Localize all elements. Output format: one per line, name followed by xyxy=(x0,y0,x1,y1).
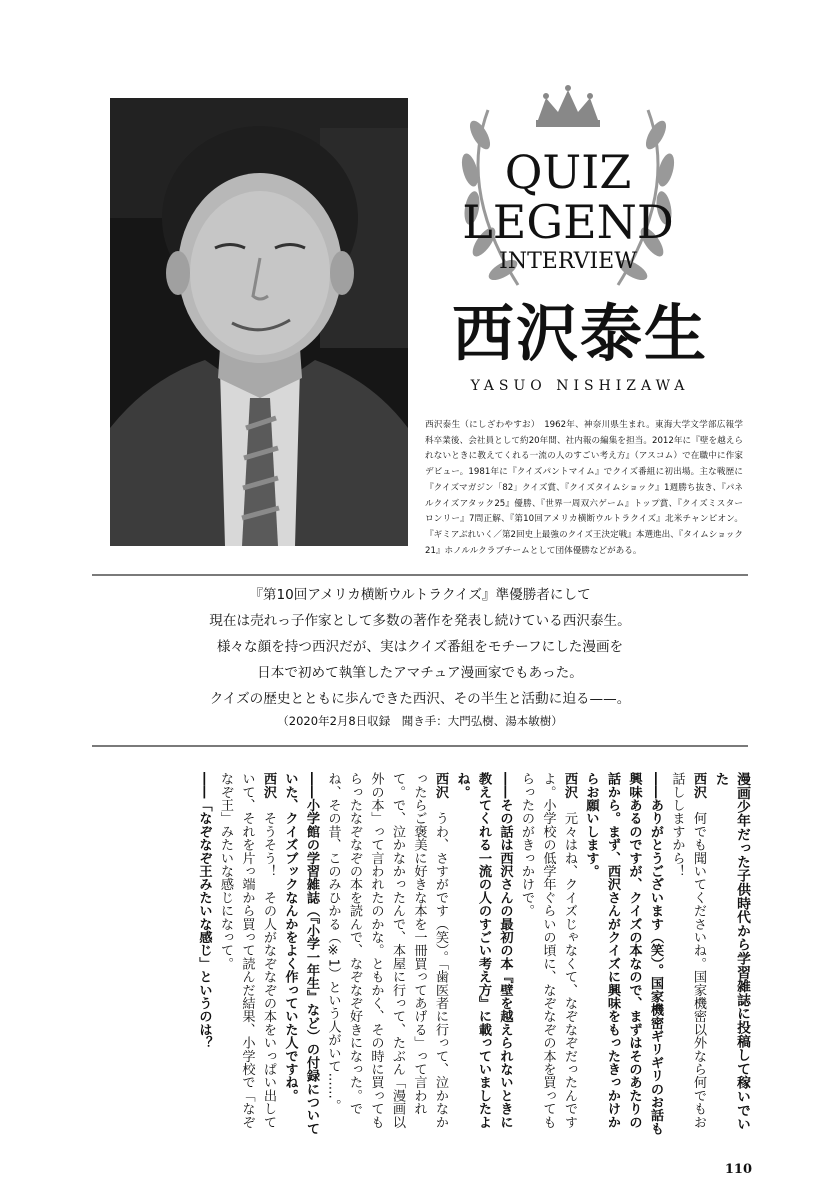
speaker-label: 西沢 xyxy=(261,772,276,799)
record-info: （2020年2月8日収録 聞き手：大門弘樹、湯本敏樹） xyxy=(277,714,563,728)
answer-text: 元々はね、クイズじゃなくて、なぞなぞだったんですよ。小学校の低学年ぐらいの頃に、なぞなぞの本を買ってもらったのがきっかけで。 xyxy=(519,772,577,1129)
lead-text xyxy=(100,582,740,712)
answer-paragraph xyxy=(516,772,581,1140)
speaker-label: 西沢 xyxy=(433,772,448,799)
quiz-legend-logo xyxy=(418,80,718,305)
lead-line: クイズの歴史とともに歩んできた西沢、その半生と活動に迫る——。 xyxy=(209,691,631,707)
logo-line2: LEGEND xyxy=(462,195,674,249)
answer-text: うわ、さすがです（笑）。「歯医者に行って、泣かなかったらご褒美に好きな本を一冊買ってあげる」って言われて。で、泣かなかったんで、本屋に行って、たぶん「漫画以外の本」って言われたのかな。ともかく、その時に買ってもらったなぞなぞの本を読んで、なぞなぞ好きになった。でね、その昔、このみひかる（※1）という人がいて……。 xyxy=(325,772,448,1129)
interview-body xyxy=(92,772,752,1140)
interviewee-name-en: YASUO NISHIZAWA xyxy=(470,378,690,394)
answer-text: 何でも聞いてくださいね。国家機密以外なら何でもお話ししますから！ xyxy=(669,772,706,1129)
portrait-photo xyxy=(110,98,408,546)
lead-line: 現在は売れっ子作家として多数の著作を発表し続けている西沢泰生。 xyxy=(209,613,631,629)
question-paragraph: ――その話は西沢さんの最初の本『壁を越えられないときに教えてくれる一流の人のすごい考え方』に載っていましたよね。 xyxy=(454,772,513,1129)
answer-text: そうそう！ その人がなぞなぞの本をいっぱい出していて、それを片っ端から買って読んだ結果、小学校で「なぞなぞ王」みたいな感じになって。 xyxy=(218,772,276,1129)
logo-line1: QUIZ xyxy=(504,145,632,199)
question-paragraph: ――「なぞなぞ王みたいな感じ」というのは？ xyxy=(196,772,212,1050)
answer-paragraph xyxy=(666,772,709,1140)
speaker-label: 西沢 xyxy=(562,772,577,799)
logo-line3: INTERVIEW xyxy=(499,249,637,274)
lead-line: 『第10回アメリカ横断ウルトラクイズ』準優勝者にして xyxy=(249,587,591,603)
section-heading: 漫画少年だった子供時代から学習雑誌に投稿して稼いでいた xyxy=(712,772,750,1131)
page-number: 110 xyxy=(724,1162,752,1177)
lead-line: 日本で初めて執筆したアマチュア漫画家でもあった。 xyxy=(257,665,583,681)
divider-top xyxy=(92,574,748,576)
question-paragraph: ――小学館の学習雑誌（『小学一年生』など）の付録についていた、クイズブックなんかをよく作っていた人ですね。 xyxy=(282,772,319,1135)
speaker-label: 西沢 xyxy=(691,772,706,799)
answer-paragraph xyxy=(215,772,280,1140)
divider-bottom xyxy=(92,745,748,747)
profile-bio: 西沢泰生（にしざわやすお） 1962年、神奈川県生まれ。東海大学文学部広報学科卒業後、会社員として約20年間、社内報の編集を担当。2012年に『壁を越えられないときに教えてくれる一流の人のすごい考え方』（アスコム）で在職中に作家デビュー。1981年に『クイズパントマイム』でクイズ番組に初出場。主な戦歴に『クイズマガジン「82」クイズ賞、『クイズタイムショック』1週勝ち抜き、『パネルクイズアタック25』優勝、『世界一周双六ゲーム』トップ賞、『クイズミスターロンリー』7問正解、『第10回アメリカ横断ウルトラクイズ』北米チャンピオン。『ギミアぶれいく／第2回史上最強のクイズ王決定戦』本選進出、『タイムショック21』ホノルルクラブチームとして団体優勝などがある。 xyxy=(425,420,743,556)
interviewee-name-jp: 西沢泰生 xyxy=(451,297,708,370)
crown-icon xyxy=(536,85,600,127)
lead-line: 様々な顔を持つ西沢だが、実はクイズ番組をモチーフにした漫画を xyxy=(216,639,624,655)
question-paragraph: ――ありがとうございます（笑）。国家機密ギリギリのお話も興味あるのですが、クイズの本なので、まずはそのあたりの話から。まず、西沢さんがクイズに興味をもったきっかけからお願いします。 xyxy=(583,772,663,1135)
answer-paragraph xyxy=(322,772,451,1140)
